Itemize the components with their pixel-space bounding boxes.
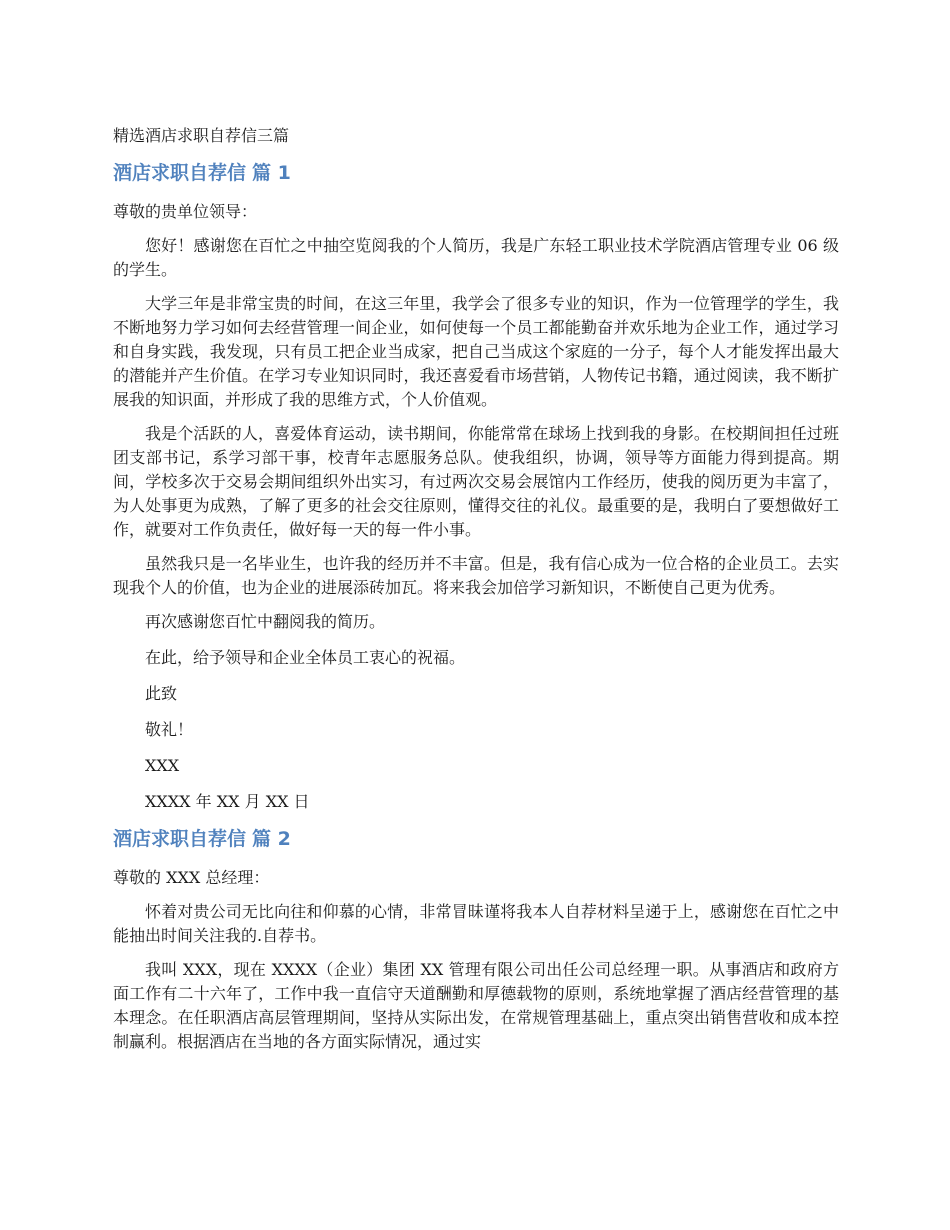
body-paragraph: 大学三年是非常宝贵的时间，在这三年里，我学会了很多专业的知识，作为一位管理学的学生，我不断地努力学习如何去经营管理一间企业，如何使每一个员工都能勤奋并欢乐地为企业工作，通过学习和自身实践，我发现，只有员工把企业当成家，把自己当成这个家庭的一分子，每个人才能发挥出最大的潜能并产生价值。在学习专业知识同时，我还喜爱看市场营销，人物传记书籍，通过阅读，我不断扩展我的知识面，并形成了我的思维方式，个人价值观。 [113,294,839,409]
section-heading [113,160,839,186]
body-paragraph: 您好！感谢您在百忙之中抽空览阅我的个人简历，我是广东轻工职业技术学院酒店管理专业 06 级的学生。 [113,236,839,279]
date-line: XXXX 年 XX 月 XX 日 [145,792,310,811]
closing-line: 再次感谢您百忙中翻阅我的简历。 [145,612,386,631]
section-heading [113,826,839,852]
closing-line: 在此，给予领导和企业全体员工衷心的祝福。 [145,648,466,667]
section-heading-text: 酒店求职自荐信 [113,828,247,850]
signature: XXX [145,756,180,775]
document-title: 精选酒店求职自荐信三篇 [113,126,290,145]
body-paragraph: 虽然我只是一名毕业生，也许我的经历并不丰富。但是，我有信心成为一位合格的企业员工。去实现我个人的价值，也为企业的进展添砖加瓦。将来我会加倍学习新知识，不断使自己更为优秀。 [113,554,839,597]
body-paragraph: 我是个活跃的人，喜爱体育运动，读书期间，你能常常在球场上找到我的身影。在校期间担任过班团支部书记，系学习部干事，校青年志愿服务总队。使我组织，协调，领导等方面能力得到提高。期间，学校多次于交易会期间组织外出实习，有过两次交易会展馆内工作经历，使我的阅历更为丰富了，为人处事更为成熟，了解了更多的社会交往原则，懂得交往的礼仪。最重要的是，我明白了要想做好工作，就要对工作负责任，做好每一天的每一件小事。 [113,424,839,539]
body-paragraph: 怀着对贵公司无比向往和仰慕的心情，非常冒昧谨将我本人自荐材料呈递于上，感谢您在百忙之中能抽出时间关注我的.自荐书。 [113,902,839,945]
salutation: 尊敬的贵单位领导： [113,202,258,221]
section-heading-number: 篇 1 [252,162,291,184]
section-heading-text: 酒店求职自荐信 [113,162,247,184]
document-page [113,124,839,1064]
closing-line: 敬礼！ [145,720,194,739]
letter-section-2 [113,826,839,1054]
closing-line: 此致 [145,684,178,703]
letter-section-1 [113,160,839,814]
body-paragraph: 我叫 XXX，现在 XXXX（企业）集团 XX 管理有限公司出任公司总经理一职。从事酒店和政府方面工作有二十六年了，工作中我一直信守天道酬勤和厚德载物的原则，系统地掌握了酒店经营管理的基本理念。在任职酒店高层管理期间，坚持从实际出发，在常规管理基础上，重点突出销售营收和成本控制赢利。根据酒店在当地的各方面实际情况，通过实 [113,960,839,1051]
salutation: 尊敬的 XXX 总经理： [113,868,270,887]
section-heading-number: 篇 2 [252,828,291,850]
